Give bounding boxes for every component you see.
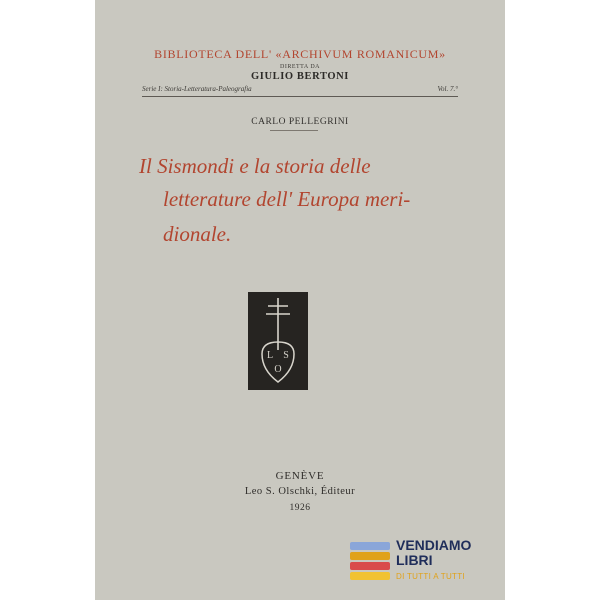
series-name: Serie I: Storia-Letteratura-Paleografia [142, 85, 252, 93]
imprint-publisher: Leo S. Olschki, Éditeur [244, 486, 356, 497]
imprint-year: 1926 [289, 503, 311, 513]
emblem-letter-s: S [283, 350, 289, 361]
volume-number: Vol. 7.° [437, 85, 458, 93]
emblem-letter-l: L [266, 350, 274, 361]
book-title-line-2: letterature dell' Europa meri- [163, 187, 411, 211]
book-cover [95, 0, 505, 600]
author-name: CARLO PELLEGRINI [251, 117, 349, 127]
logo-tagline: DI TUTTI A TUTTI [396, 572, 465, 581]
series-title: BIBLIOTECA DELL' «ARCHIVUM ROMANICUM» [154, 47, 446, 61]
publisher-emblem [248, 292, 308, 390]
logo-books-icon [350, 542, 390, 586]
series-info-row [142, 85, 458, 93]
imprint-city: GENÈVE [275, 470, 325, 482]
series-editor: GIULIO BERTONI [251, 71, 349, 82]
book-title-line-3: dionale. [163, 222, 232, 246]
author-divider [270, 130, 318, 131]
vendiamo-libri-logo [350, 538, 490, 593]
series-divider [142, 96, 458, 97]
logo-text: VENDIAMO LIBRI [396, 537, 472, 568]
emblem-letter-o: O [274, 364, 282, 375]
book-title-line-1: Il Sismondi e la storia delle [139, 154, 371, 178]
series-directed-by: DIRETTA DA [279, 64, 320, 70]
